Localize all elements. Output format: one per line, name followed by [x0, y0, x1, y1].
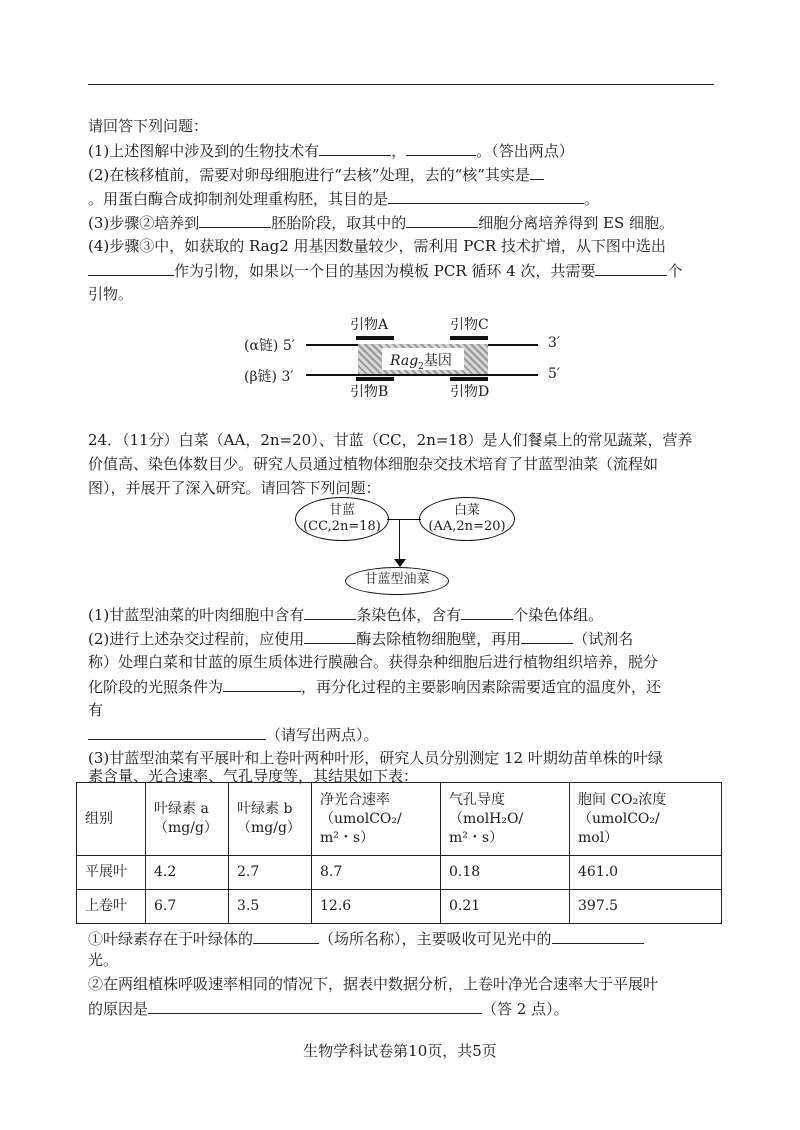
- answer-blank[interactable]: [148, 998, 482, 1014]
- answer-blank[interactable]: [319, 140, 391, 156]
- table-cell: 2.7: [229, 856, 312, 890]
- answer-blank[interactable]: [521, 628, 573, 644]
- table-header-cell: [570, 783, 722, 856]
- primer-c-mark: [450, 336, 488, 340]
- sub-question-2-line-4: 有: [88, 701, 104, 719]
- q1-text: (1)上述图解中涉及到的生物技术有: [88, 142, 320, 160]
- sub-question-2: [88, 628, 633, 649]
- header-text: 叶绿素 a: [154, 801, 209, 817]
- primer-c-label: 引物C: [450, 317, 489, 333]
- q2-end: 。: [584, 190, 600, 208]
- table-cell: 3.5: [229, 890, 312, 924]
- header-text: 气孔导度: [449, 791, 505, 808]
- arrow-stem: [399, 519, 400, 561]
- table-row: [77, 856, 722, 890]
- s2-line5-end: （请写出两点）。: [266, 726, 379, 744]
- header-unit: （mg/g）: [237, 820, 301, 836]
- sub-question-2-line-2: 称）处理白菜和甘蓝的原生质体进行膜融合。获得杂种细胞后进行植物组织培养，脱分: [88, 653, 659, 671]
- q2-text-2: 。用蛋白酶合成抑制剂处理重构胚，其目的是: [88, 190, 389, 208]
- baicai-label: 白菜: [453, 503, 480, 518]
- table-cell: 461.0: [570, 856, 722, 890]
- header-unit: m²・s）: [320, 829, 375, 846]
- beta-end-label: 5′: [548, 366, 561, 382]
- baicai-genome: (AA,2n=20): [428, 519, 506, 534]
- header-unit: m²・s）: [449, 829, 504, 846]
- results-table: [76, 782, 722, 924]
- s5-text: 的原因是: [88, 1000, 149, 1018]
- alpha-strand-label: (α链) 5′: [244, 338, 295, 354]
- header-unit: （umolCO₂/: [578, 810, 660, 827]
- q3-mid: 胚胎阶段，取其中的: [271, 214, 407, 232]
- header-text: 胞间 CO₂浓度: [578, 791, 667, 808]
- hybrid-flow-diagram: [295, 497, 517, 597]
- result-ellipse: [345, 567, 449, 595]
- table-cell: 0.18: [441, 856, 570, 890]
- s4-mid: （场所名称），主要吸收可见光中的: [319, 930, 552, 948]
- s2-line3-text: 化阶段的光照条件为: [88, 678, 224, 696]
- answer-blank[interactable]: [88, 260, 174, 276]
- header-text: 组别: [85, 810, 113, 827]
- gene-label: [390, 350, 452, 372]
- answer-blank[interactable]: [461, 604, 513, 620]
- q24-line-3: 图），并展开了深入研究。请回答下列问题：: [88, 479, 381, 497]
- gene-suffix: 基因: [423, 353, 452, 369]
- sub-question-3: (3)甘蓝型油菜有平展叶和上卷叶两种叶形，研究人员分别测定 12 叶期幼苗单株的叶绿: [88, 749, 663, 767]
- sub-question-4-line-2: 光。: [88, 951, 119, 969]
- question-4: (4)步骤③中，如获取的 Rag2 用基因数量较少，需利用 PCR 技术扩增，从下图中选出: [88, 237, 666, 255]
- s2-end: （试剂名: [573, 630, 634, 648]
- header-unit: （mg/g）: [154, 820, 218, 836]
- table-header-cell: [312, 783, 441, 856]
- ganlan-ellipse: [295, 497, 389, 541]
- s1-text: (1)甘蓝型油菜的叶肉细胞中含有: [88, 606, 305, 624]
- question-4-cont: [88, 260, 683, 281]
- alpha-end-label: 3′: [548, 335, 561, 351]
- header-rule: [88, 84, 714, 85]
- beta-strand: [306, 374, 538, 376]
- sub-question-2-line-3: [88, 676, 661, 697]
- header-unit: mol）: [578, 829, 619, 846]
- answer-blank[interactable]: [304, 628, 356, 644]
- answer-blank[interactable]: [388, 188, 584, 204]
- table-cell: 8.7: [312, 856, 441, 890]
- s5-end: （答 2 点）。: [482, 1000, 569, 1018]
- s2-text: (2)进行上述杂交过程前，应使用: [88, 630, 305, 648]
- header-unit: （molH₂O/: [449, 810, 524, 827]
- q4-end: 个: [667, 262, 683, 280]
- primer-d-label: 引物D: [450, 384, 490, 400]
- table-row: [77, 890, 722, 924]
- primer-a-mark: [356, 336, 394, 340]
- s2-mid: 酶去除植物细胞壁，再用: [356, 630, 522, 648]
- s1-mid: 条染色体，含有: [356, 606, 462, 624]
- table-cell: 0.21: [441, 890, 570, 924]
- table-header-cell: [146, 783, 229, 856]
- header-text: 净光合速率: [320, 791, 390, 808]
- s1-end: 个染色体组。: [513, 606, 604, 624]
- answer-blank[interactable]: [406, 212, 478, 228]
- gene-name: Rag: [390, 353, 419, 369]
- sub-question-3-line-2: 素含量、光合速率、气孔导度等，其结果如下表：: [88, 767, 419, 785]
- answer-blank[interactable]: [304, 604, 356, 620]
- beta-strand-label: (β链) 3′: [244, 369, 294, 385]
- answer-blank[interactable]: [223, 676, 301, 692]
- arrow-down-icon: [394, 559, 406, 567]
- question-2: [88, 164, 544, 185]
- answer-blank[interactable]: [199, 212, 271, 228]
- header-text: 叶绿素 b: [237, 801, 293, 817]
- s4-text: ①叶绿素存在于叶绿体的: [88, 930, 254, 948]
- ganlan-label: 甘蓝: [328, 503, 355, 518]
- answer-blank[interactable]: [595, 260, 667, 276]
- q1-sep: ，: [391, 142, 407, 160]
- question-4-end: 引物。: [88, 285, 134, 303]
- sub-question-4: [88, 928, 644, 949]
- baicai-ellipse: [419, 497, 515, 541]
- table-header-cell: [77, 783, 146, 856]
- table-cell: 平展叶: [77, 856, 146, 890]
- q3-end: 细胞分离培养得到 ES 细胞。: [478, 214, 675, 232]
- primer-a-label: 引物A: [350, 317, 389, 333]
- question-3: [88, 212, 674, 233]
- pcr-primer-diagram: [240, 314, 580, 400]
- question-1: [88, 140, 574, 161]
- q3-text: (3)步骤②培养到: [88, 214, 200, 232]
- sub-question-5-line-2: [88, 998, 569, 1019]
- ganlan-genome: (CC,2n=18): [303, 519, 381, 534]
- primer-b-label: 引物B: [350, 384, 389, 400]
- table-header-cell: [441, 783, 570, 856]
- sub-question-2-line-5: [88, 724, 379, 745]
- table-cell: 6.7: [146, 890, 229, 924]
- q24-line-2: 价值高、染色体数目少。研究人员通过植物体细胞杂交技术培育了甘蓝型油菜（流程如: [88, 455, 659, 473]
- gene-sub: 2: [418, 361, 424, 372]
- q2-text: (2)在核移植前，需要对卵母细胞进行“去核”处理，去的“核”其实是: [88, 166, 530, 184]
- table-cell: 4.2: [146, 856, 229, 890]
- table-cell: 12.6: [312, 890, 441, 924]
- header-unit: （umolCO₂/: [320, 810, 402, 827]
- s2-line3-end: ，再分化过程的主要影响因素除需要适宜的温度外，还: [301, 678, 662, 696]
- table-header-row: [77, 783, 722, 856]
- answer-blank[interactable]: [530, 164, 544, 180]
- answer-blank[interactable]: [406, 140, 476, 156]
- fusion-line: [387, 519, 421, 520]
- q24-line-1: 24．（11分）白菜（AA，2n=20）、甘蓝（CC，2n=18）是人们餐桌上的常见蔬菜，营养: [88, 431, 693, 449]
- q4-mid: 作为引物，如果以一个目的基因为模板 PCR 循环 4 次，共需要: [174, 262, 596, 280]
- page-footer: 生物学科试卷第10页，共5页: [303, 1042, 497, 1060]
- sub-question-5: ②在两组植株呼吸速率相同的情况下，据表中数据分析，上卷叶净光合速率大于平展叶: [88, 975, 659, 993]
- table-header-cell: [229, 783, 312, 856]
- sub-question-1: [88, 604, 603, 625]
- question-2-cont: [88, 188, 599, 209]
- q1-note: 。（答出两点）: [476, 142, 574, 160]
- answer-blank[interactable]: [552, 928, 644, 944]
- table-cell: 397.5: [570, 890, 722, 924]
- intro-text: 请回答下列问题：: [88, 117, 209, 135]
- table-cell: 上卷叶: [77, 890, 146, 924]
- answer-blank[interactable]: [253, 928, 319, 944]
- result-label: 甘蓝型油菜: [364, 572, 430, 587]
- answer-blank[interactable]: [88, 724, 266, 740]
